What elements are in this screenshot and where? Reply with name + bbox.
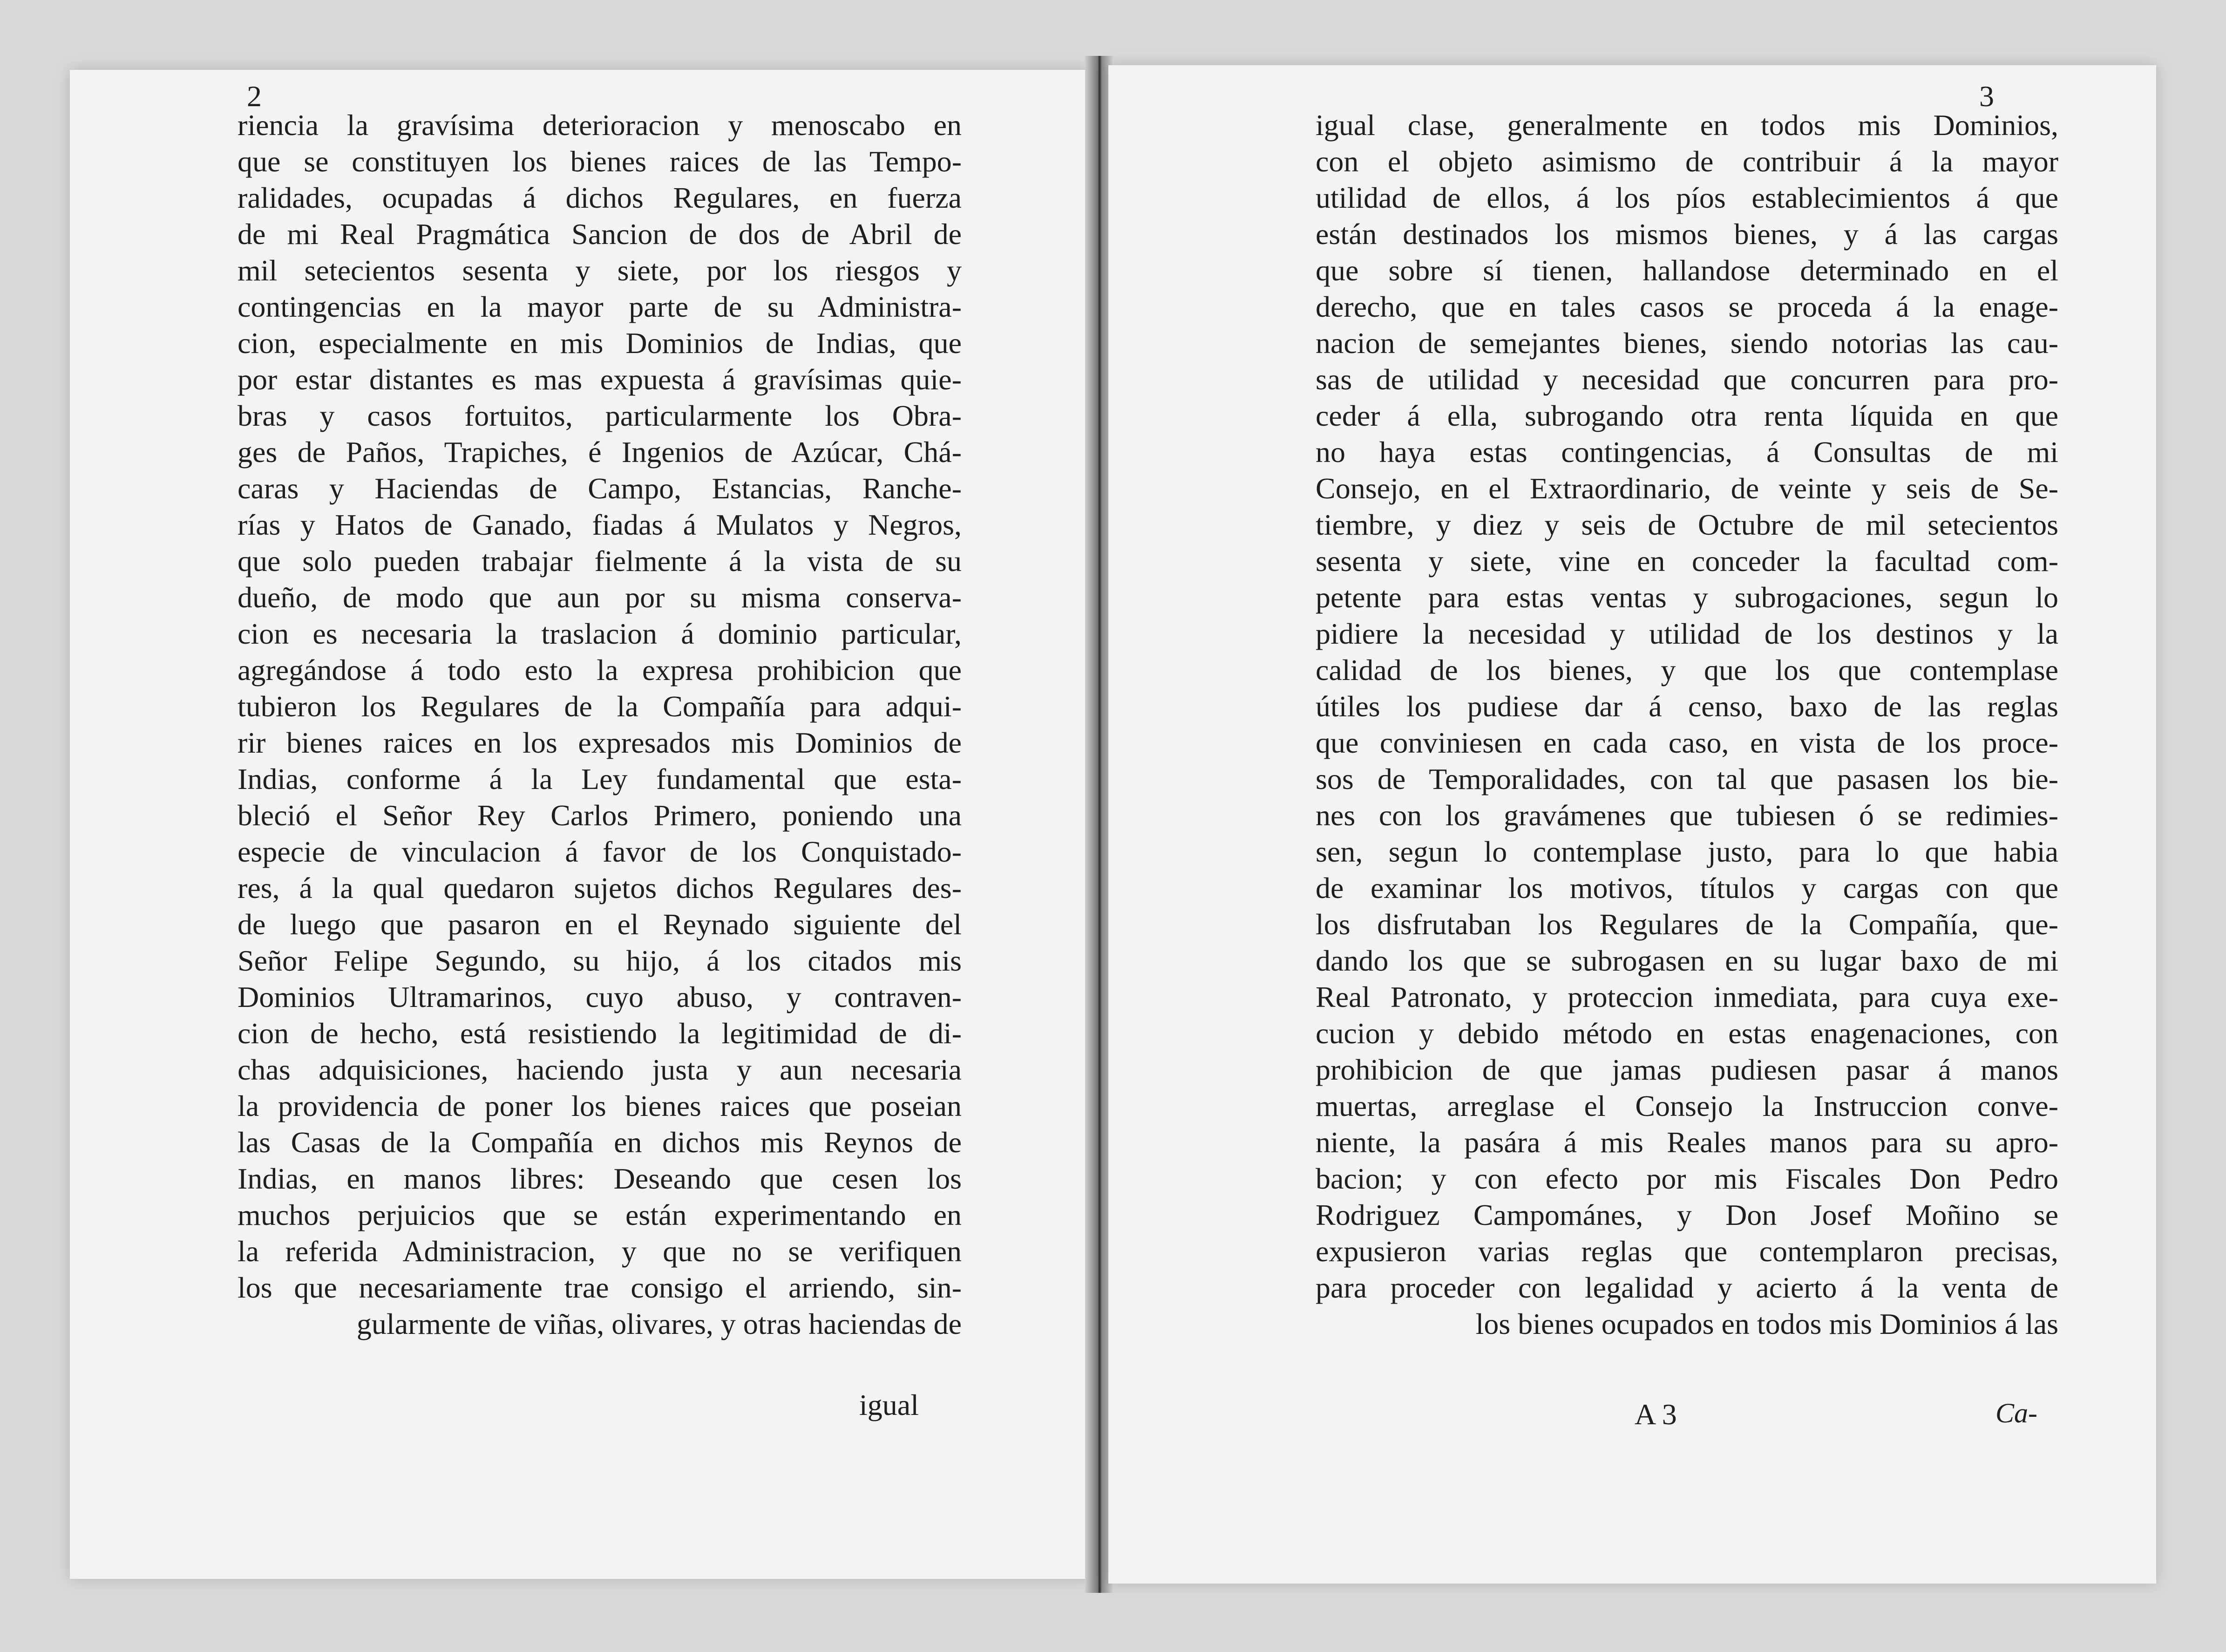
text-line: que conviniesen en cada caso, en vista de los proce- [1316,726,2058,759]
text-line: de luego que pasaron en el Reynado siguiente del [238,908,962,941]
left-page [70,70,1090,1579]
text-line: sesenta y siete, vine en conceder la facultad com- [1316,544,2058,578]
text-line: sen, segun lo contemplase justo, para lo que habia [1316,835,2058,868]
right-text-column [1316,107,2058,1342]
text-line: los disfrutaban los Regulares de la Compañía, que- [1316,908,2058,941]
text-line: muchos perjuicios que se están experimentando en [238,1198,962,1231]
text-line: los bienes ocupados en todos mis Dominios á las [1475,1307,2058,1340]
text-line: ralidades, ocupadas á dichos Regulares, en fuerza [238,181,962,214]
text-line: utilidad de ellos, á los píos establecimientos á que [1316,181,2058,214]
text-line: dueño, de modo que aun por su misma conserva- [238,581,962,614]
text-line: agregándose á todo esto la expresa prohibicion que [238,653,962,687]
text-line: la referida Administracion, y que no se verifiquen [238,1235,962,1268]
text-line: cion, especialmente en mis Dominios de Indias, que [238,326,962,360]
text-line: cion de hecho, está resistiendo la legitimidad de di- [238,1017,962,1050]
text-line: expusieron varias reglas que contemplaron precisas, [1316,1235,2058,1268]
text-line: están destinados los mismos bienes, y á las cargas [1316,218,2058,251]
text-line: Señor Felipe Segundo, su hijo, á los citados mis [238,944,962,977]
text-line: las Casas de la Compañía en dichos mis Reynos de [238,1126,962,1159]
text-line: derecho, que en tales casos se proceda á la enage- [1316,290,2058,323]
signature-mark: A 3 [1635,1398,1677,1431]
text-line: ceder á ella, subrogando otra renta líquida en que [1316,399,2058,432]
text-line: sos de Temporalidades, con tal que pasasen los bie- [1316,762,2058,795]
text-line: gularmente de viñas, olivares, y otras haciendas de [356,1307,962,1340]
text-line: Consejo, en el Extraordinario, de veinte y seis de Se- [1316,472,2058,505]
text-line: ges de Paños, Trapiches, é Ingenios de Azúcar, Chá- [238,435,962,469]
text-line: petente para estas ventas y subrogaciones, segun lo [1316,581,2058,614]
text-line: no haya estas contingencias, á Consultas de mi [1316,435,2058,469]
catchword-left: igual [859,1388,919,1421]
text-line: que se constituyen los bienes raices de las Tempo- [238,145,962,178]
text-line: nacion de semejantes bienes, siendo notorias las cau- [1316,326,2058,360]
text-line: res, á la qual quedaron sujetos dichos Regulares des- [238,871,962,904]
text-line: calidad de los bienes, y que los que contemplase [1316,653,2058,687]
text-line: de examinar los motivos, títulos y cargas con que [1316,871,2058,904]
text-line: Dominios Ultramarinos, cuyo abuso, y contraven- [238,980,962,1013]
text-line: cion es necesaria la traslacion á dominio particular, [238,617,962,650]
text-line: bleció el Señor Rey Carlos Primero, poniendo una [238,799,962,832]
text-line: con el objeto asimismo de contribuir á la mayor [1316,145,2058,178]
text-line: de mi Real Pragmática Sancion de dos de Abril de [238,218,962,251]
text-line: bacion; y con efecto por mis Fiscales Don Pedro [1316,1162,2058,1195]
catchword-right: Ca- [1995,1398,2037,1428]
text-line: tiembre, y diez y seis de Octubre de mil setecientos [1316,508,2058,541]
text-line: prohibicion de que jamas pudiesen pasar á manos [1316,1053,2058,1086]
text-line: rías y Hatos de Ganado, fiadas á Mulatos y Negros, [238,508,962,541]
text-line: Indias, en manos libres: Deseando que cesen los [238,1162,962,1195]
left-text-column [238,107,962,1342]
text-line: riencia la gravísima deterioracion y menoscabo en [238,109,962,142]
text-line: dando los que se subrogasen en su lugar baxo de mi [1316,944,2058,977]
text-line: cucion y debido método en estas enagenaciones, con [1316,1017,2058,1050]
text-line: pidiere la necesidad y utilidad de los destinos y la [1316,617,2058,650]
text-line: para proceder con legalidad y acierto á la venta de [1316,1271,2058,1304]
text-line: niente, la pasára á mis Reales manos para su apro- [1316,1126,2058,1159]
text-line: bras y casos fortuitos, particularmente los Obra- [238,399,962,432]
text-line: mil setecientos sesenta y siete, por los riesgos y [238,254,962,287]
page-number-left: 2 [247,80,262,113]
text-line: rir bienes raices en los expresados mis Dominios de [238,726,962,759]
text-line: sas de utilidad y necesidad que concurren para pro- [1316,363,2058,396]
text-line: Indias, conforme á la Ley fundamental que esta- [238,762,962,795]
text-line: Rodriguez Campománes, y Don Josef Moñino se [1316,1198,2058,1231]
text-line: igual clase, generalmente en todos mis Dominios, [1316,109,2058,142]
text-line: tubieron los Regulares de la Compañía para adqui- [238,690,962,723]
page-number-right: 3 [1979,80,1994,113]
text-line: Real Patronato, y proteccion inmediata, para cuya exe- [1316,980,2058,1013]
text-line: los que necesariamente trae consigo el arriendo, sin- [238,1271,962,1304]
text-line: nes con los gravámenes que tubiesen ó se redimies- [1316,799,2058,832]
text-line: la providencia de poner los bienes raices que poseian [238,1089,962,1122]
text-line: contingencias en la mayor parte de su Administra- [238,290,962,323]
text-line: chas adquisiciones, haciendo justa y aun necesaria [238,1053,962,1086]
text-line: que sobre sí tienen, hallandose determinado en el [1316,254,2058,287]
text-line: que solo pueden trabajar fielmente á la vista de su [238,544,962,578]
right-page [1108,65,2156,1584]
text-line: muertas, arreglase el Consejo la Instruccion conve- [1316,1089,2058,1122]
text-line: útiles los pudiese dar á censo, baxo de las reglas [1316,690,2058,723]
text-line: por estar distantes es mas expuesta á gravísimas quie- [238,363,962,396]
text-line: especie de vinculacion á favor de los Conquistado- [238,835,962,868]
text-line: caras y Haciendas de Campo, Estancias, Ranche- [238,472,962,505]
